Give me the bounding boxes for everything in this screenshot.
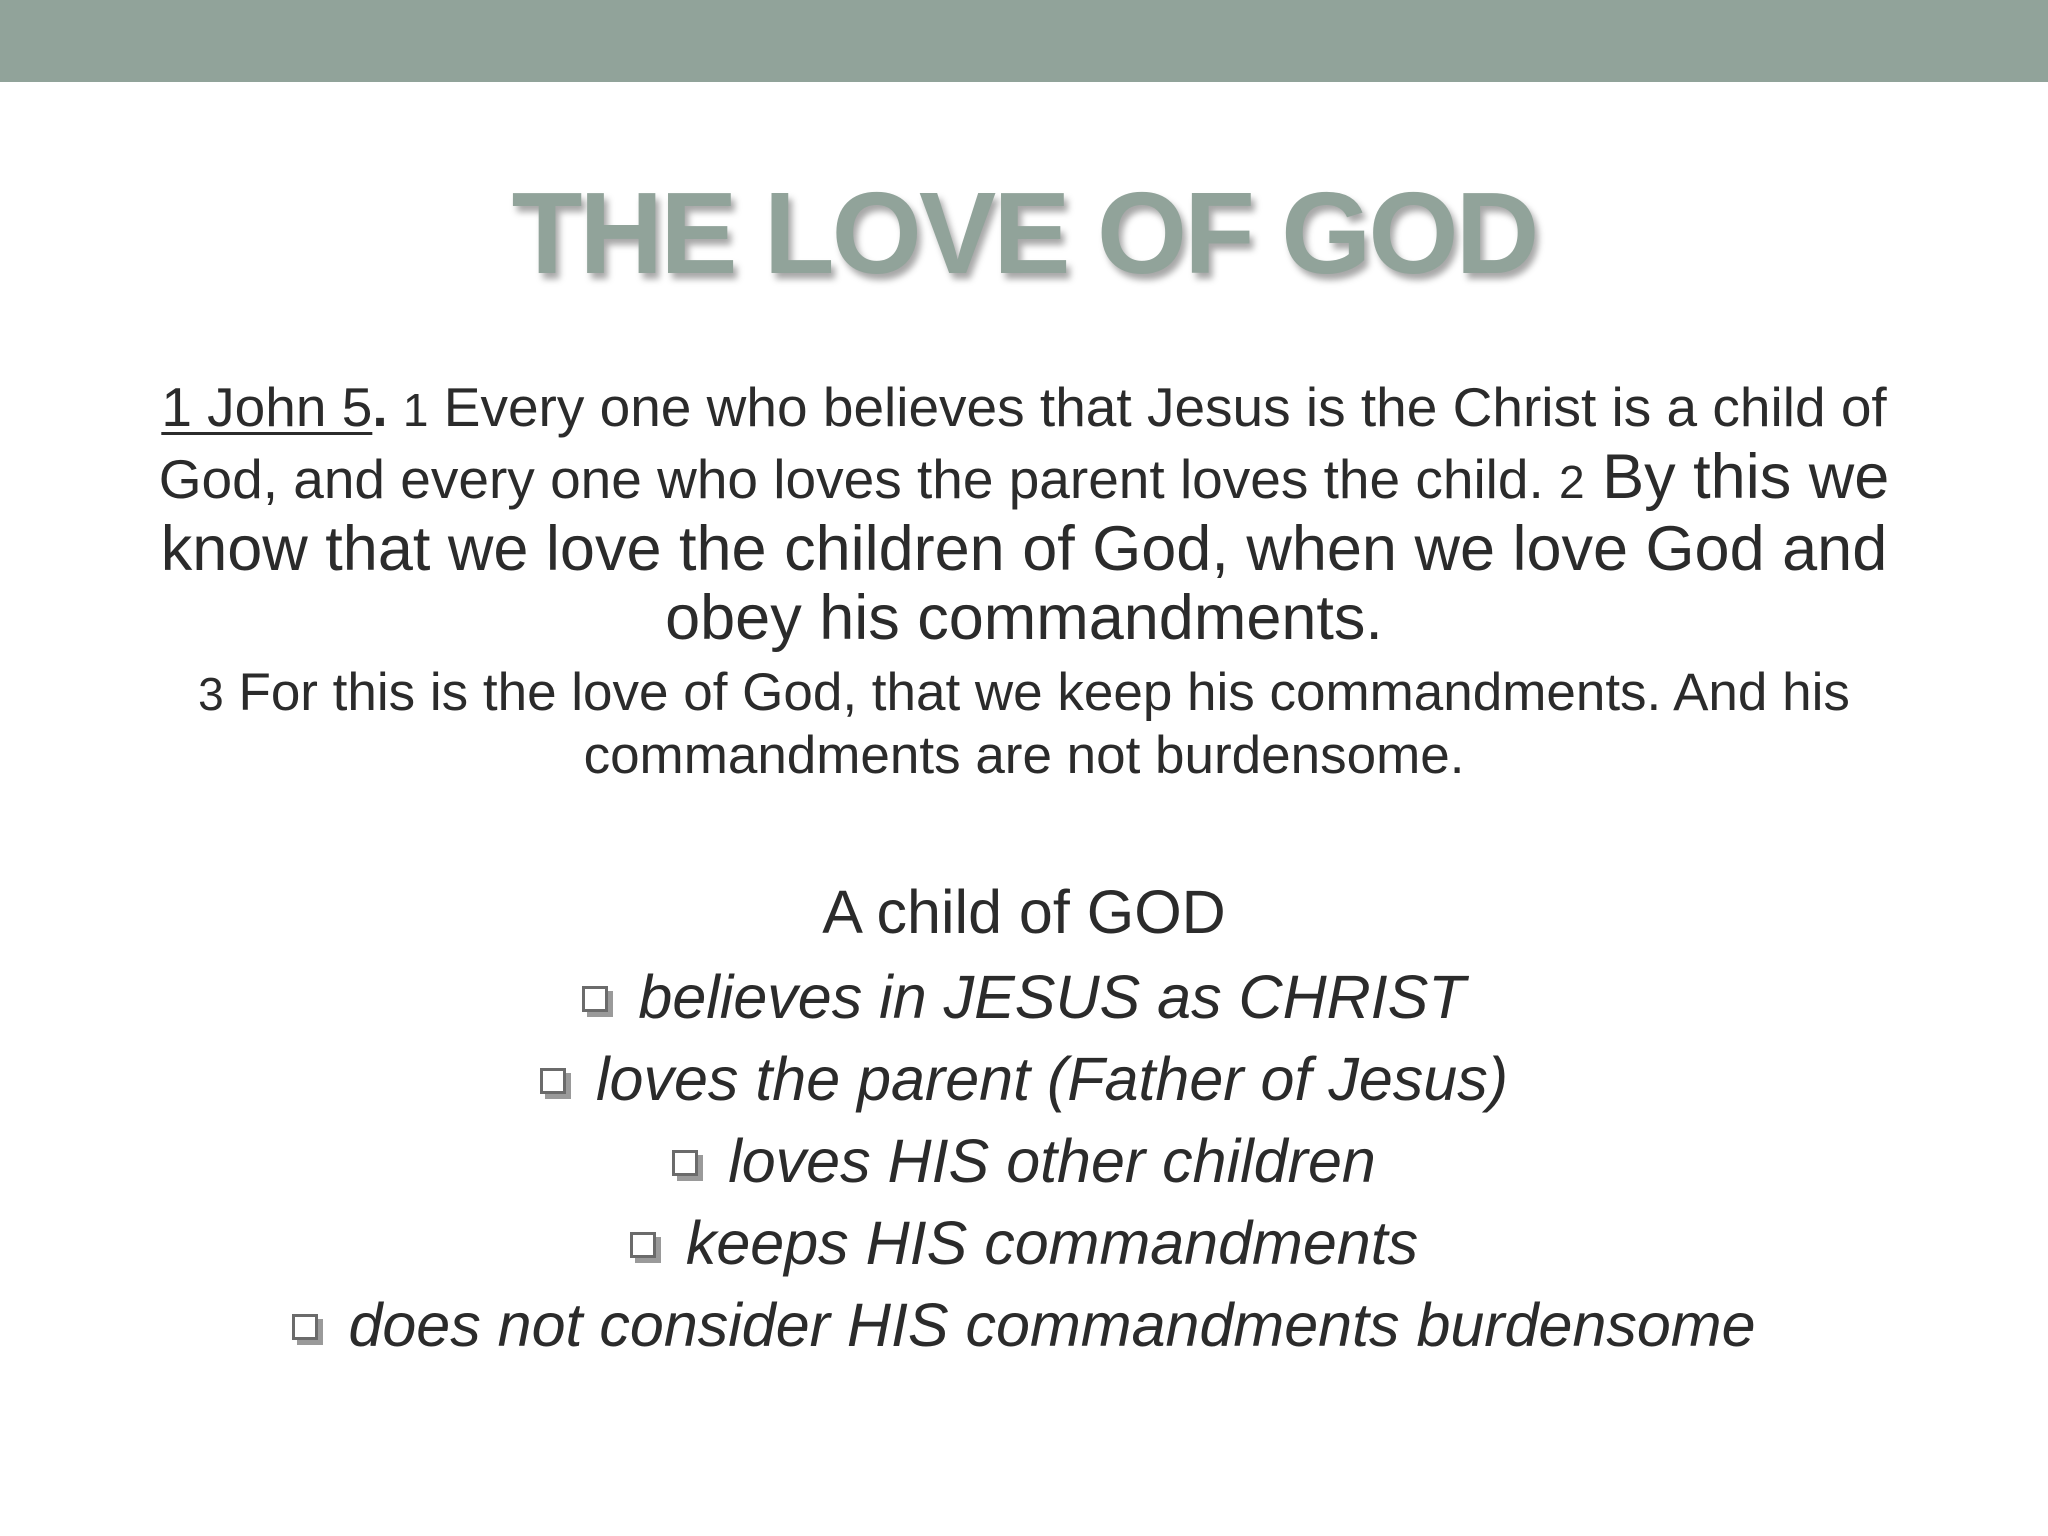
list-item [0, 956, 2048, 1038]
scripture-passage [110, 374, 1938, 787]
verse-text-3: For this is the love of God, that we keep his commandments. And his commandments are not burdensome. [223, 663, 1850, 785]
checkbox-square-icon [630, 1232, 656, 1258]
checkbox-square-icon [672, 1150, 698, 1176]
checkbox-square-icon [582, 986, 608, 1012]
list-item [0, 1038, 2048, 1120]
top-accent-bar [0, 0, 2048, 82]
scripture-reference-punct: . [372, 376, 388, 438]
child-of-god-list [0, 872, 2048, 1366]
list-item [0, 1202, 2048, 1284]
list-item [0, 1120, 2048, 1202]
verse-number-2: 2 [1559, 456, 1585, 508]
scripture-reference: 1 John 5 [161, 376, 373, 438]
scripture-paragraph-1 [110, 374, 1938, 654]
slide-title: THE LOVE OF GOD [511, 168, 1537, 298]
list-item-text: loves the parent (Father of Jesus) [595, 1045, 1509, 1113]
checkbox-square-icon [292, 1314, 318, 1340]
verse-number-1: 1 [402, 384, 429, 436]
list-item-text: does not consider HIS commandments burdensome [348, 1291, 1756, 1359]
list-item-text: keeps HIS commandments [685, 1209, 1419, 1277]
scripture-paragraph-2 [110, 662, 1938, 787]
list-item-text: loves HIS other children [728, 1127, 1376, 1195]
list-heading: A child of GOD [822, 878, 1226, 946]
checkbox-square-icon [540, 1068, 566, 1094]
verse-number-3: 3 [198, 668, 224, 720]
verse-text-2: By this we know that we love the children of God, when we love God and obey his commandments. [160, 442, 1890, 653]
list-item-text: believes in JESUS as CHRIST [638, 963, 1466, 1031]
list-item [0, 1284, 2048, 1366]
verse-text-1: Every one who believes that Jesus is the Christ is a child of God, and every one who loves the parent loves the child. [158, 376, 1887, 510]
